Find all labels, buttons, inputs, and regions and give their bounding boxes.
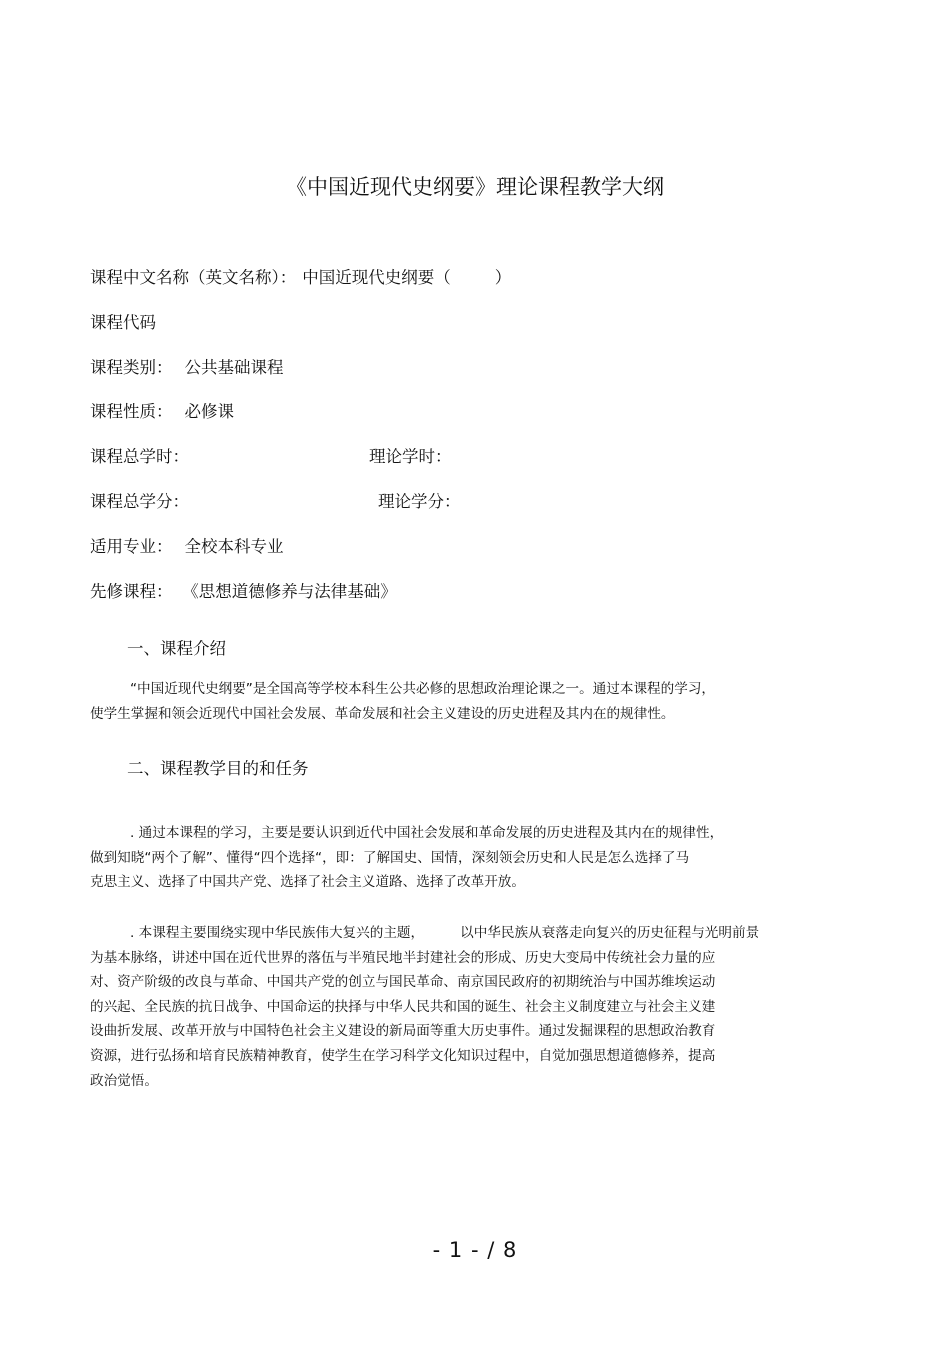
- field-value-close: ）: [494, 268, 512, 287]
- paragraph-line: 资源，进行弘扬和培育民族精神教育，使学生在学习科学文化知识过程中，自觉加强思想道德修养，提高: [90, 1047, 716, 1064]
- objectives-paragraph-1: [90, 821, 723, 895]
- field-value: 全校本科专业: [184, 537, 284, 556]
- paragraph-line: 克思主义、选择了中国共产党、选择了社会主义道路、选择了改革开放。: [90, 874, 525, 891]
- field-total-credits: [90, 490, 189, 514]
- paragraph-line: 的兴起、全民族的抗日战争、中国命运的抉择与中华人民共和国的诞生、社会主义制度建立与社会主义建: [90, 998, 716, 1015]
- field-category: [90, 356, 284, 380]
- paragraph-line: “中国近现代史纲要”是全国高等学校本科生公共必修的思想政治理论课之一。通过本课程的学习，: [130, 681, 716, 697]
- field-value: 《思想道德修养与法律基础》: [190, 582, 397, 601]
- field-label: 课程总学时：: [90, 447, 189, 466]
- paragraph-line: [90, 921, 759, 946]
- field-value: 公共基础课程: [184, 358, 284, 377]
- paragraph-line: . 通过本课程的学习，主要是要认识到近代中国社会发展和革命发展的历史进程及其内在的规律性，: [130, 825, 724, 841]
- field-total-hours: [90, 445, 189, 469]
- paragraph-line: 为基本脉络，讲述中国在近代世界的落伍与半殖民地半封建社会的形成、历史大变局中传统社会力量的应: [90, 949, 716, 966]
- field-label: 课程中文名称（英文名称）：: [90, 268, 297, 287]
- field-course-code: [90, 311, 156, 335]
- section-heading-intro: 一、课程介绍: [127, 639, 226, 658]
- field-value: 中国近现代史纲要（: [302, 268, 451, 287]
- field-label: 课程总学分：: [90, 492, 189, 511]
- section-heading-objectives: 二、课程教学目的和任务: [127, 759, 309, 778]
- field-label: 课程代码: [90, 313, 156, 332]
- objectives-paragraph-2: [90, 921, 759, 1093]
- field-theory-credits: [378, 490, 461, 514]
- paragraph-line-part: 以中华民族从衰落走向复兴的历史征程与光明前景: [460, 925, 760, 941]
- field-value: 必修课: [184, 402, 234, 421]
- field-label: 理论学分：: [378, 492, 461, 511]
- paragraph-line: 政治觉悟。: [90, 1072, 158, 1089]
- page-number: - 1 - / 8: [432, 1238, 518, 1262]
- field-theory-hours: [369, 445, 452, 469]
- field-major: [90, 535, 284, 559]
- intro-paragraph: [90, 677, 715, 726]
- field-label: 课程性质：: [90, 402, 173, 421]
- paragraph-line-part: . 本课程主要围绕实现中华民族伟大复兴的主题，: [130, 925, 425, 941]
- paragraph-line: 设曲折发展、改革开放与中国特色社会主义建设的新局面等重大历史事件。通过发掘课程的思想政治教育: [90, 1023, 716, 1040]
- field-label: 先修课程：: [90, 582, 173, 601]
- document-title: 《中国近现代史纲要》理论课程教学大纲: [286, 175, 664, 199]
- paragraph-line: 对、资产阶级的改良与革命、中国共产党的创立与国民革命、南京国民政府的初期统治与中国苏维埃运动: [90, 974, 716, 991]
- field-nature: [90, 400, 234, 424]
- paragraph-line: 使学生掌握和领会近现代中国社会发展、革命发展和社会主义建设的历史进程及其内在的规律性。: [90, 705, 675, 722]
- field-prerequisite: [90, 580, 397, 604]
- field-chinese-name: [90, 266, 511, 290]
- paragraph-line: 做到知晓“两个了解”、懂得“四个选择“，即：了解国史、国情，深刻领会历史和人民是怎么选择了马: [90, 849, 690, 866]
- field-label: 理论学时：: [369, 447, 452, 466]
- field-label: 课程类别：: [90, 358, 173, 377]
- field-label: 适用专业：: [90, 537, 173, 556]
